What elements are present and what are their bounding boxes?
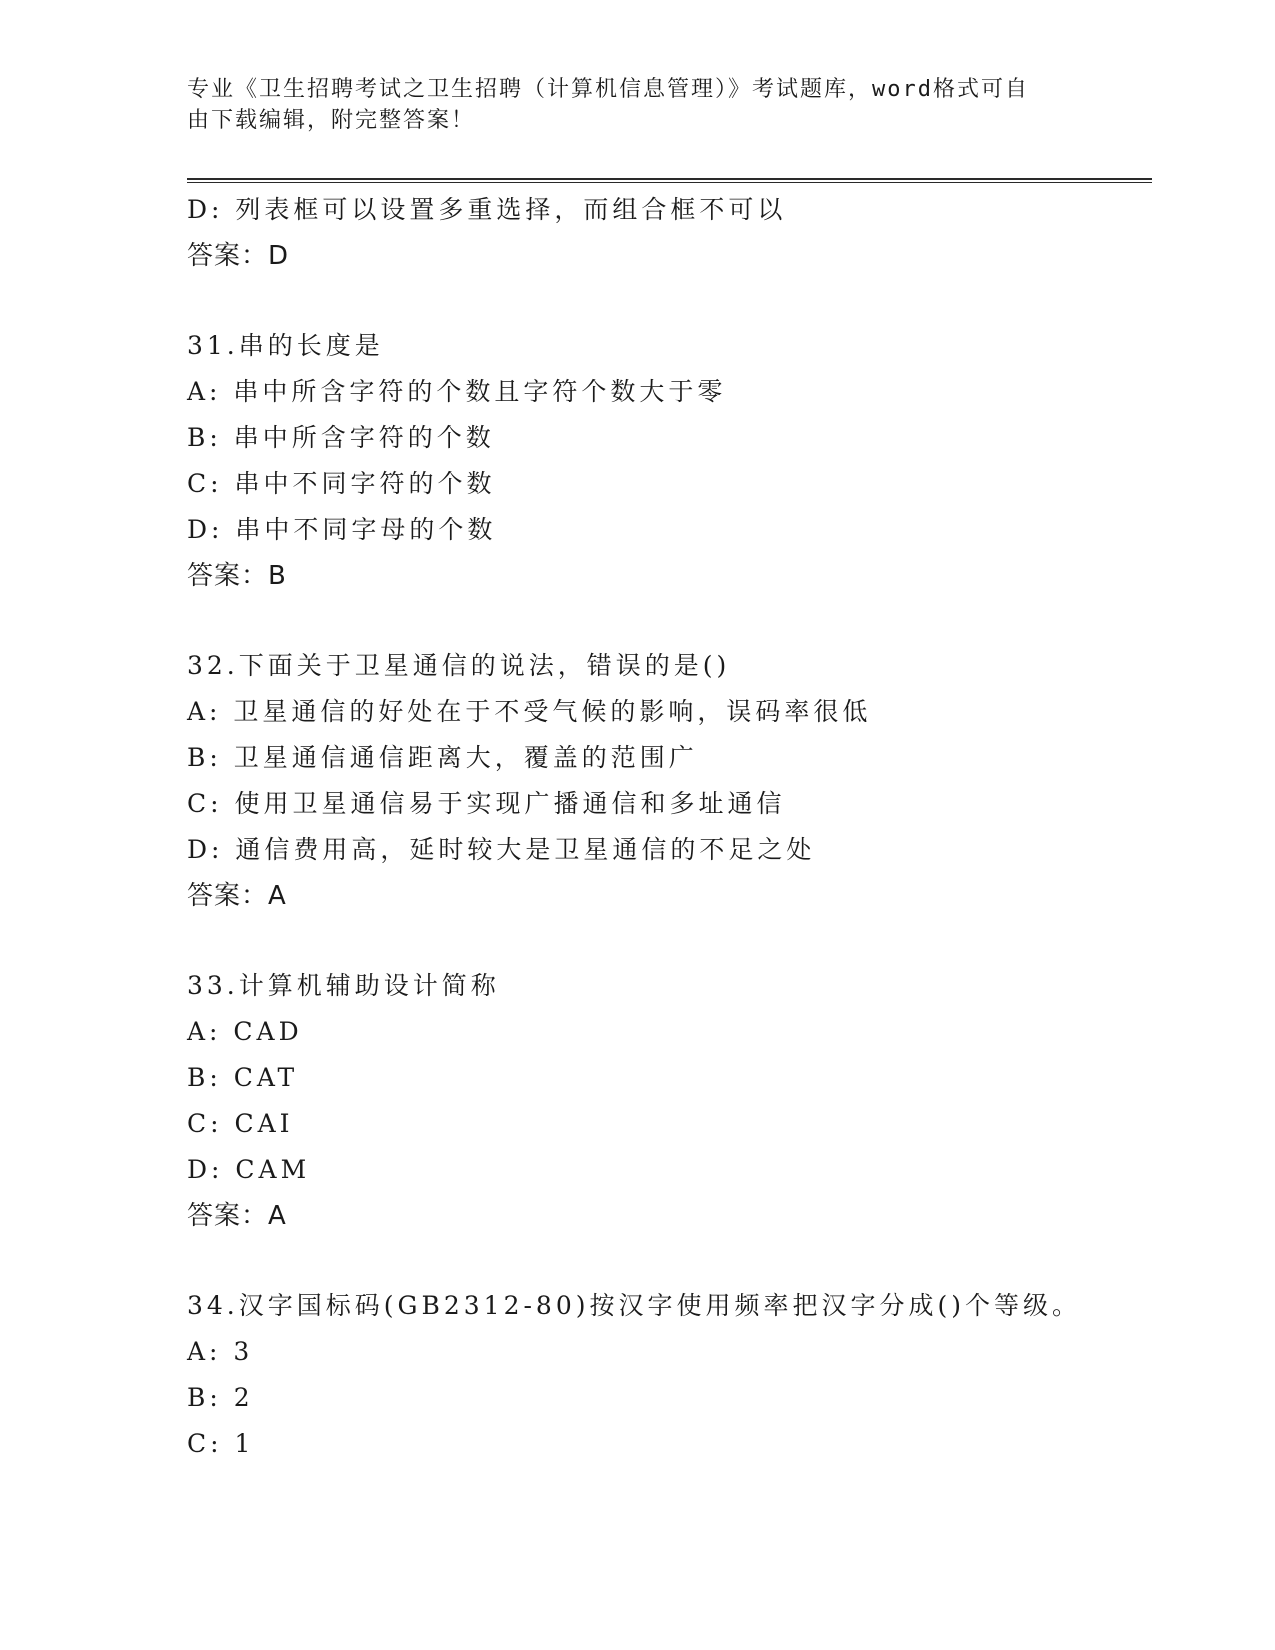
option-a: A: 串中所含字符的个数且字符个数大于零: [187, 377, 727, 406]
option-d: D: 通信费用高，延时较大是卫星通信的不足之处: [187, 835, 816, 864]
answer-line: 答案：A: [187, 1201, 287, 1231]
question-block-33: [187, 963, 1152, 1239]
header-title-line-2: 由下载编辑，附完整答案！: [187, 108, 476, 133]
question-stem: 33.计算机辅助设计简称: [187, 971, 500, 1000]
option-a: A: 卫星通信的好处在于不受气候的影响，误码率很低: [187, 697, 872, 726]
spacer: [187, 1239, 1152, 1283]
answer-line: 答案：D: [187, 241, 290, 271]
header-divider-thick: [187, 178, 1152, 180]
question-block-34: [187, 1283, 1152, 1467]
option-d: D: 串中不同字母的个数: [187, 515, 497, 544]
option-c: C: 1: [187, 1429, 255, 1458]
spacer: [187, 279, 1152, 323]
answer-line: 答案：B: [187, 561, 287, 591]
header-divider-thin: [187, 182, 1152, 183]
option-c: C: 使用卫星通信易于实现广播通信和多址通信: [187, 789, 786, 818]
option-b: B: CAT: [187, 1063, 299, 1092]
option-c: C: 串中不同字符的个数: [187, 469, 496, 498]
question-block-32: [187, 643, 1152, 919]
option-b: B: 2: [187, 1383, 254, 1412]
question-stem: 31.串的长度是: [187, 331, 384, 360]
spacer: [187, 599, 1152, 643]
document-header: [187, 74, 1067, 136]
option-b: B: 串中所含字符的个数: [187, 423, 495, 452]
question-stem: 32.下面关于卫星通信的说法，错误的是(): [187, 651, 731, 680]
option-b: B: 卫星通信通信距离大，覆盖的范围广: [187, 743, 698, 772]
option-d: D: 列表框可以设置多重选择，而组合框不可以: [187, 195, 787, 224]
question-list: [187, 187, 1152, 1467]
option-a: A: 3: [187, 1337, 254, 1366]
spacer: [187, 919, 1152, 963]
question-block-31: [187, 323, 1152, 599]
option-a: A: CAD: [187, 1017, 303, 1046]
question-block-previous: [187, 187, 1152, 279]
header-title-line-1: 专业《卫生招聘考试之卫生招聘（计算机信息管理）》考试题库，word格式可自: [187, 77, 1029, 102]
question-stem: 34.汉字国标码(GB2312-80)按汉字使用频率把汉字分成()个等级。: [187, 1291, 1081, 1320]
option-c: C: CAI: [187, 1109, 294, 1138]
option-d: D: CAM: [187, 1155, 311, 1184]
answer-line: 答案：A: [187, 881, 287, 911]
